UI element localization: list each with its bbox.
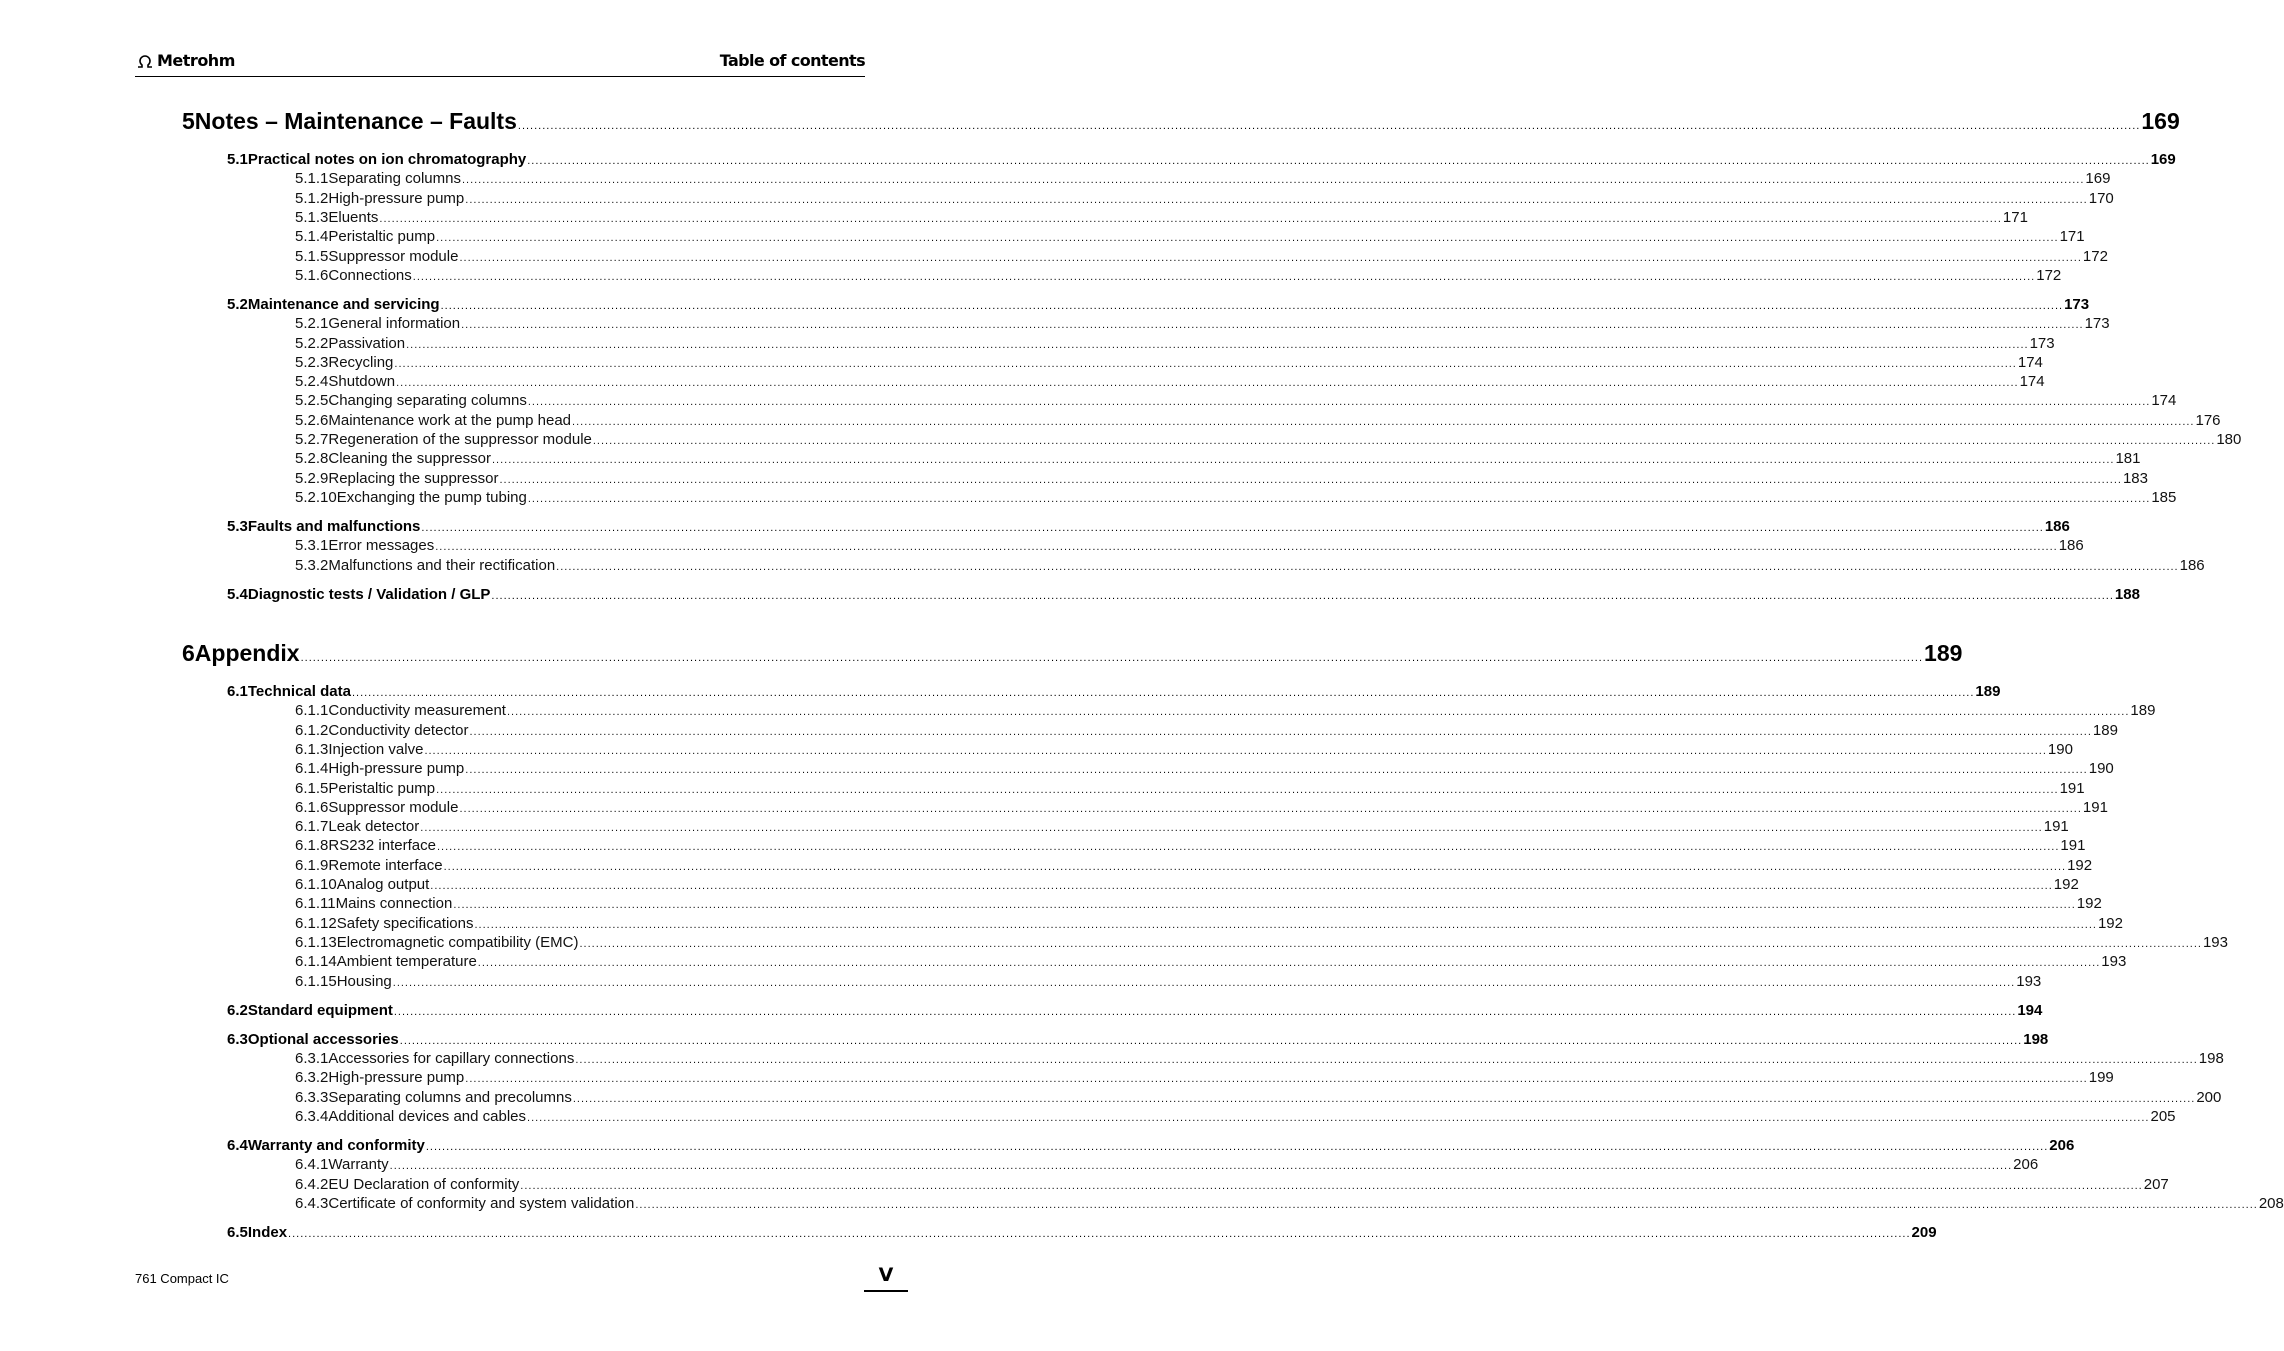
entry-page-number: 198 [2023, 1030, 2049, 1048]
entry-title: Conductivity measurement [328, 702, 506, 720]
entry-title: Analog output [336, 876, 430, 893]
subsection-entry[interactable] [295, 798, 2108, 816]
entry-page-number: 174 [2151, 392, 2177, 410]
dot-leader: ................................................................................................................................................................................................................................................................................................................................................................................................................ [392, 976, 2016, 989]
entry-title: Additional devices and cables [328, 1107, 527, 1125]
entry-page-number: 189 [2130, 702, 2156, 720]
dot-leader: ................................................................................................................................................................................................................................................................................................................................................................................................................ [459, 251, 2082, 264]
entry-title: Separating columns [328, 170, 461, 188]
entry-page-number: 193 [2101, 953, 2127, 971]
entry-title: Regeneration of the suppressor module [328, 431, 592, 448]
dot-leader: ................................................................................................................................................................................................................................................................................................................................................................................................................ [421, 522, 2044, 534]
subsection-entry[interactable] [295, 189, 2114, 207]
subsection-entry[interactable] [295, 556, 2205, 574]
entry-number: 5.3.1 [295, 537, 329, 555]
dot-leader: ................................................................................................................................................................................................................................................................................................................................................................................................................ [396, 377, 2019, 390]
metrohm-omega-icon [135, 53, 155, 69]
dot-leader: ................................................................................................................................................................................................................................................................................................................................................................................................................ [351, 687, 1975, 699]
entry-number: 5.1.3 [295, 208, 329, 226]
subsection-entry[interactable] [295, 411, 2221, 429]
subsection-entry[interactable] [295, 537, 2084, 555]
entry-title: Warranty and conformity [247, 1137, 425, 1154]
page-header [135, 48, 865, 77]
entry-number: 6 [182, 640, 195, 666]
entry-page-number: 190 [2047, 740, 2073, 758]
entry-page-number: 191 [2082, 798, 2108, 816]
subsection-entry[interactable] [295, 450, 2141, 468]
entry-number: 6.3.4 [295, 1107, 329, 1125]
entry-title: Accessories for capillary connections [328, 1050, 575, 1067]
subsection-entry[interactable] [295, 721, 2118, 739]
entry-title: Maintenance work at the pump head [328, 411, 572, 429]
entry-page-number: 172 [2082, 247, 2108, 265]
subsection-entry[interactable] [295, 1088, 2222, 1106]
section-entry[interactable] [227, 1224, 1937, 1241]
entry-title: Peristaltic pump [328, 779, 436, 797]
dot-leader: ................................................................................................................................................................................................................................................................................................................................................................................................................ [506, 706, 2130, 719]
entry-title: Injection valve [328, 740, 424, 758]
entry-number: 6.1.1 [295, 702, 329, 720]
subsection-entry[interactable] [295, 1069, 2114, 1087]
entry-page-number: 192 [2076, 895, 2102, 913]
entry-title: Warranty [328, 1156, 389, 1174]
dot-leader: ................................................................................................................................................................................................................................................................................................................................................................................................................ [517, 120, 2141, 132]
entry-title: Certificate of conformity and system validation [328, 1194, 635, 1212]
entry-title: Error messages [328, 537, 435, 555]
dot-leader: ................................................................................................................................................................................................................................................................................................................................................................................................................ [575, 1054, 2198, 1066]
entry-number: 6.3 [227, 1030, 248, 1048]
entry-title: RS232 interface [328, 837, 436, 855]
entry-number: 6.1.10 [295, 876, 337, 893]
dot-leader: ................................................................................................................................................................................................................................................................................................................................................................................................................ [635, 1198, 2258, 1211]
dot-leader: ................................................................................................................................................................................................................................................................................................................................................................................................................ [393, 1005, 2017, 1018]
entry-title: Ambient temperature [336, 953, 477, 971]
entry-title: Maintenance and servicing [247, 295, 440, 313]
subsection-entry[interactable] [295, 392, 2177, 410]
entry-number: 5.1.4 [295, 228, 329, 246]
entry-number: 6.1.15 [295, 972, 337, 990]
entry-title: Shutdown [328, 373, 396, 391]
dot-leader: ................................................................................................................................................................................................................................................................................................................................................................................................................ [465, 764, 2088, 777]
entry-number: 5.1.6 [295, 266, 329, 284]
entry-page-number: 169 [2085, 170, 2111, 188]
subsection-entry[interactable] [295, 247, 2108, 265]
entry-number: 5.2.8 [295, 450, 329, 468]
entry-page-number: 194 [2017, 1001, 2043, 1019]
dot-leader: ................................................................................................................................................................................................................................................................................................................................................................................................................ [399, 1034, 2023, 1047]
subsection-entry[interactable] [295, 914, 2123, 932]
entry-number: 6.1.7 [295, 818, 329, 836]
entry-number: 6.1.6 [295, 798, 329, 816]
entry-number: 6.1.2 [295, 721, 329, 739]
entry-number: 6.1 [227, 683, 248, 700]
entry-page-number: 192 [2097, 914, 2123, 932]
section-entry[interactable] [227, 1030, 2049, 1048]
subsection-entry[interactable] [295, 1050, 2224, 1067]
entry-title: High-pressure pump [328, 760, 465, 778]
footer-product: 761 Compact IC [135, 1271, 229, 1286]
dot-leader: ................................................................................................................................................................................................................................................................................................................................................................................................................ [572, 1092, 2196, 1105]
dot-leader: ................................................................................................................................................................................................................................................................................................................................................................................................................ [465, 193, 2088, 206]
dot-leader: ................................................................................................................................................................................................................................................................................................................................................................................................................ [436, 783, 2059, 796]
entry-title: Standard equipment [247, 1001, 393, 1019]
entry-title: Optional accessories [247, 1030, 399, 1048]
entry-number: 6.4 [227, 1137, 248, 1154]
entry-number: 6.1.3 [295, 740, 329, 758]
entry-number: 5.2.2 [295, 334, 329, 352]
entry-page-number: 189 [2092, 721, 2118, 739]
section-entry[interactable] [227, 1137, 2075, 1154]
entry-number: 5.1 [227, 151, 248, 168]
entry-page-number: 171 [2059, 228, 2085, 246]
brand-name: Metrohm [157, 51, 235, 70]
entry-number: 5.2.1 [295, 315, 329, 333]
subsection-entry[interactable] [295, 266, 2062, 284]
dot-leader: ................................................................................................................................................................................................................................................................................................................................................................................................................ [520, 1179, 2143, 1192]
entry-page-number: 173 [2029, 334, 2055, 352]
dot-leader: ................................................................................................................................................................................................................................................................................................................................................................................................................ [443, 860, 2067, 873]
dot-leader: ................................................................................................................................................................................................................................................................................................................................................................................................................ [527, 155, 2150, 167]
entry-title: Housing [336, 972, 392, 990]
subsection-entry[interactable] [295, 953, 2127, 971]
dot-leader: ................................................................................................................................................................................................................................................................................................................................................................................................................ [389, 1160, 2013, 1173]
entry-number: 5.4 [227, 585, 248, 603]
entry-page-number: 191 [2043, 818, 2069, 836]
dot-leader: ................................................................................................................................................................................................................................................................................................................................................................................................................ [424, 744, 2047, 757]
entry-title: General information [328, 315, 461, 333]
dot-leader: ................................................................................................................................................................................................................................................................................................................................................................................................................ [459, 802, 2082, 815]
subsection-entry[interactable] [295, 373, 2045, 391]
dot-leader: ................................................................................................................................................................................................................................................................................................................................................................................................................ [406, 338, 2029, 351]
entry-title: High-pressure pump [328, 189, 465, 207]
subsection-entry[interactable] [295, 779, 2085, 797]
entry-title: Remote interface [328, 856, 443, 874]
entry-page-number: 209 [1911, 1224, 1937, 1241]
entry-page-number: 193 [2016, 972, 2042, 990]
entry-title: Malfunctions and their rectification [328, 556, 556, 574]
brand-logo [135, 51, 235, 70]
entry-page-number: 174 [2017, 353, 2043, 371]
dot-leader: ................................................................................................................................................................................................................................................................................................................................................................................................................ [379, 212, 2002, 225]
entry-page-number: 183 [2122, 469, 2148, 487]
subsection-entry[interactable] [295, 740, 2073, 758]
entry-title: Passivation [328, 334, 406, 352]
section-entry[interactable] [227, 518, 2070, 535]
entry-number: 6.1.8 [295, 837, 329, 855]
entry-number: 5.1.5 [295, 247, 329, 265]
entry-page-number: 169 [2141, 108, 2180, 134]
entry-number: 6.1.11 [295, 895, 336, 913]
dot-leader: ................................................................................................................................................................................................................................................................................................................................................................................................................ [499, 473, 2122, 486]
entry-title: Mains connection [335, 895, 453, 913]
entry-page-number: 206 [2013, 1156, 2039, 1174]
entry-page-number: 191 [2059, 779, 2085, 797]
entry-page-number: 186 [2179, 556, 2205, 574]
dot-leader: ................................................................................................................................................................................................................................................................................................................................................................................................................ [436, 232, 2059, 245]
entry-number: 5.2.9 [295, 469, 329, 487]
entry-title: Peristaltic pump [328, 228, 436, 246]
subsection-entry[interactable] [295, 1156, 2039, 1174]
dot-leader: ................................................................................................................................................................................................................................................................................................................................................................................................................ [440, 299, 2064, 312]
entry-number: 5.2.6 [295, 411, 329, 429]
entry-number: 5.1.2 [295, 189, 329, 207]
dot-leader: ................................................................................................................................................................................................................................................................................................................................................................................................................ [461, 174, 2085, 187]
dot-leader: ................................................................................................................................................................................................................................................................................................................................................................................................................ [430, 880, 2053, 892]
subsection-entry[interactable] [295, 933, 2228, 951]
entry-number: 6.1.12 [295, 914, 337, 932]
subsection-entry[interactable] [295, 1107, 2176, 1125]
entry-number: 5.2.7 [295, 431, 329, 448]
subsection-entry[interactable] [295, 228, 2085, 246]
section-entry[interactable] [227, 585, 2140, 603]
entry-page-number: 189 [1975, 683, 2001, 700]
entry-title: Practical notes on ion chromatography [247, 151, 527, 168]
entry-page-number: 185 [2151, 488, 2177, 506]
entry-page-number: 189 [1924, 640, 1963, 666]
entry-title: Notes – Maintenance – Faults [194, 108, 517, 134]
dot-leader: ................................................................................................................................................................................................................................................................................................................................................................................................................ [412, 270, 2036, 283]
dot-leader: ................................................................................................................................................................................................................................................................................................................................................................................................................ [435, 541, 2058, 554]
dot-leader: ................................................................................................................................................................................................................................................................................................................................................................................................................ [527, 492, 2151, 505]
subsection-entry[interactable] [295, 856, 2093, 874]
entry-title: Appendix [194, 640, 300, 666]
header-section-title: Table of contents [719, 51, 865, 70]
entry-page-number: 199 [2088, 1069, 2114, 1087]
entry-number: 6.4.1 [295, 1156, 329, 1174]
entry-title: Faults and malfunctions [247, 518, 421, 535]
entry-title: Index [247, 1224, 288, 1241]
entry-number: 6.5 [227, 1224, 248, 1241]
entry-title: High-pressure pump [328, 1069, 465, 1087]
section-entry[interactable] [227, 1001, 2043, 1019]
entry-title: Conductivity detector [328, 721, 469, 739]
entry-number: 5.3.2 [295, 556, 329, 574]
subsection-entry[interactable] [295, 876, 2079, 893]
dot-leader: ................................................................................................................................................................................................................................................................................................................................................................................................................ [394, 357, 2017, 370]
entry-page-number: 180 [2216, 431, 2242, 448]
entry-title: Cleaning the suppressor [328, 450, 491, 468]
entry-page-number: 200 [2196, 1088, 2222, 1106]
subsection-entry[interactable] [295, 334, 2055, 352]
dot-leader: ................................................................................................................................................................................................................................................................................................................................................................................................................ [425, 1141, 2049, 1153]
entry-title: Recycling [328, 353, 394, 371]
entry-title: EU Declaration of conformity [328, 1175, 520, 1193]
entry-number: 6.1.14 [295, 953, 337, 971]
entry-number: 5.3 [227, 518, 248, 535]
dot-leader: ................................................................................................................................................................................................................................................................................................................................................................................................................ [477, 957, 2101, 970]
subsection-entry[interactable] [295, 702, 2156, 720]
dot-leader: ................................................................................................................................................................................................................................................................................................................................................................................................................ [436, 841, 2060, 854]
entry-title: Diagnostic tests / Validation / GLP [247, 585, 491, 603]
entry-page-number: 207 [2143, 1175, 2169, 1193]
entry-title: Eluents [328, 208, 379, 226]
dot-leader: ................................................................................................................................................................................................................................................................................................................................................................................................................ [461, 319, 2084, 332]
entry-number: 5.2 [227, 295, 248, 313]
subsection-entry[interactable] [295, 170, 2111, 188]
dot-leader: ................................................................................................................................................................................................................................................................................................................................................................................................................ [453, 899, 2076, 912]
entry-number: 6.4.2 [295, 1175, 329, 1193]
entry-page-number: 188 [2114, 585, 2140, 603]
entry-number: 6.1.5 [295, 779, 329, 797]
entry-page-number: 205 [2150, 1107, 2176, 1125]
dot-leader: ................................................................................................................................................................................................................................................................................................................................................................................................................ [474, 918, 2097, 931]
entry-title: Changing separating columns [328, 392, 527, 410]
dot-leader: ................................................................................................................................................................................................................................................................................................................................................................................................................ [420, 822, 2043, 835]
subsection-entry[interactable] [295, 431, 2242, 448]
entry-title: Technical data [247, 683, 351, 700]
entry-page-number: 192 [2053, 876, 2079, 893]
entry-number: 5.2.3 [295, 353, 329, 371]
entry-title: Replacing the suppressor [328, 469, 499, 487]
entry-page-number: 198 [2198, 1050, 2224, 1067]
dot-leader: ................................................................................................................................................................................................................................................................................................................................................................................................................ [572, 415, 2195, 428]
entry-title: Separating columns and precolumns [328, 1088, 572, 1106]
entry-page-number: 173 [2084, 315, 2110, 333]
entry-page-number: 191 [2060, 837, 2086, 855]
subsection-entry[interactable] [295, 315, 2110, 333]
subsection-entry[interactable] [295, 1175, 2169, 1193]
entry-page-number: 173 [2064, 295, 2090, 313]
subsection-entry[interactable] [295, 972, 2042, 990]
subsection-entry[interactable] [295, 353, 2043, 371]
entry-title: Connections [328, 266, 412, 284]
entry-page-number: 186 [2058, 537, 2084, 555]
subsection-entry[interactable] [295, 1194, 2284, 1212]
entry-page-number: 170 [2088, 189, 2114, 207]
entry-page-number: 192 [2067, 856, 2093, 874]
chapter-heading[interactable] [182, 640, 1963, 667]
entry-number: 5.1.1 [295, 170, 329, 188]
entry-page-number: 181 [2115, 450, 2141, 468]
section-entry[interactable] [227, 683, 2001, 700]
entry-number: 6.2 [227, 1001, 248, 1019]
subsection-entry[interactable] [295, 488, 2177, 506]
entry-page-number: 190 [2088, 760, 2114, 778]
entry-number: 5.2.4 [295, 373, 329, 391]
entry-title: Safety specifications [336, 914, 474, 932]
entry-page-number: 169 [2150, 151, 2176, 168]
entry-page-number: 193 [2202, 933, 2228, 951]
chapter-heading[interactable] [182, 108, 2180, 135]
entry-number: 6.1.4 [295, 760, 329, 778]
dot-leader: ................................................................................................................................................................................................................................................................................................................................................................................................................ [465, 1073, 2088, 1086]
entry-page-number: 206 [2049, 1137, 2075, 1154]
dot-leader: ................................................................................................................................................................................................................................................................................................................................................................................................................ [527, 1111, 2150, 1124]
dot-leader: ................................................................................................................................................................................................................................................................................................................................................................................................................ [527, 396, 2151, 409]
dot-leader: ................................................................................................................................................................................................................................................................................................................................................................................................................ [491, 454, 2115, 467]
section-entry[interactable] [227, 151, 2176, 168]
subsection-entry[interactable] [295, 208, 2028, 226]
dot-leader: ................................................................................................................................................................................................................................................................................................................................................................................................................ [491, 589, 2114, 602]
entry-number: 5.2.5 [295, 392, 329, 410]
entry-title: Leak detector [328, 818, 420, 836]
entry-title: Electromagnetic compatibility (EMC) [336, 933, 579, 951]
entry-number: 5.2.10 [295, 488, 337, 506]
entry-number: 6.1.13 [295, 933, 337, 951]
entry-number: 6.4.3 [295, 1194, 329, 1212]
subsection-entry[interactable] [295, 469, 2148, 487]
entry-page-number: 174 [2019, 373, 2045, 391]
entry-title: Suppressor module [328, 247, 459, 265]
subsection-entry[interactable] [295, 760, 2114, 778]
dot-leader: ................................................................................................................................................................................................................................................................................................................................................................................................................ [592, 435, 2216, 447]
entry-page-number: 172 [2036, 266, 2062, 284]
dot-leader: ................................................................................................................................................................................................................................................................................................................................................................................................................ [579, 937, 2202, 950]
dot-leader: ................................................................................................................................................................................................................................................................................................................................................................................................................ [300, 652, 1924, 664]
dot-leader: ................................................................................................................................................................................................................................................................................................................................................................................................................ [556, 560, 2179, 573]
page-number: V [864, 1264, 908, 1292]
entry-title: Exchanging the pump tubing [336, 488, 527, 506]
section-entry[interactable] [227, 295, 2090, 313]
entry-number: 6.3.2 [295, 1069, 329, 1087]
entry-number: 6.3.3 [295, 1088, 329, 1106]
entry-title: Suppressor module [328, 798, 459, 816]
entry-page-number: 208 [2258, 1194, 2284, 1212]
entry-number: 5 [182, 108, 195, 134]
entry-page-number: 176 [2195, 411, 2221, 429]
entry-number: 6.1.9 [295, 856, 329, 874]
entry-number: 6.3.1 [295, 1050, 329, 1067]
subsection-entry[interactable] [295, 837, 2086, 855]
subsection-entry[interactable] [295, 818, 2069, 836]
entry-page-number: 171 [2002, 208, 2028, 226]
subsection-entry[interactable] [295, 895, 2102, 913]
entry-page-number: 186 [2044, 518, 2070, 535]
dot-leader: ................................................................................................................................................................................................................................................................................................................................................................................................................ [288, 1228, 1911, 1240]
dot-leader: ................................................................................................................................................................................................................................................................................................................................................................................................................ [469, 725, 2092, 738]
